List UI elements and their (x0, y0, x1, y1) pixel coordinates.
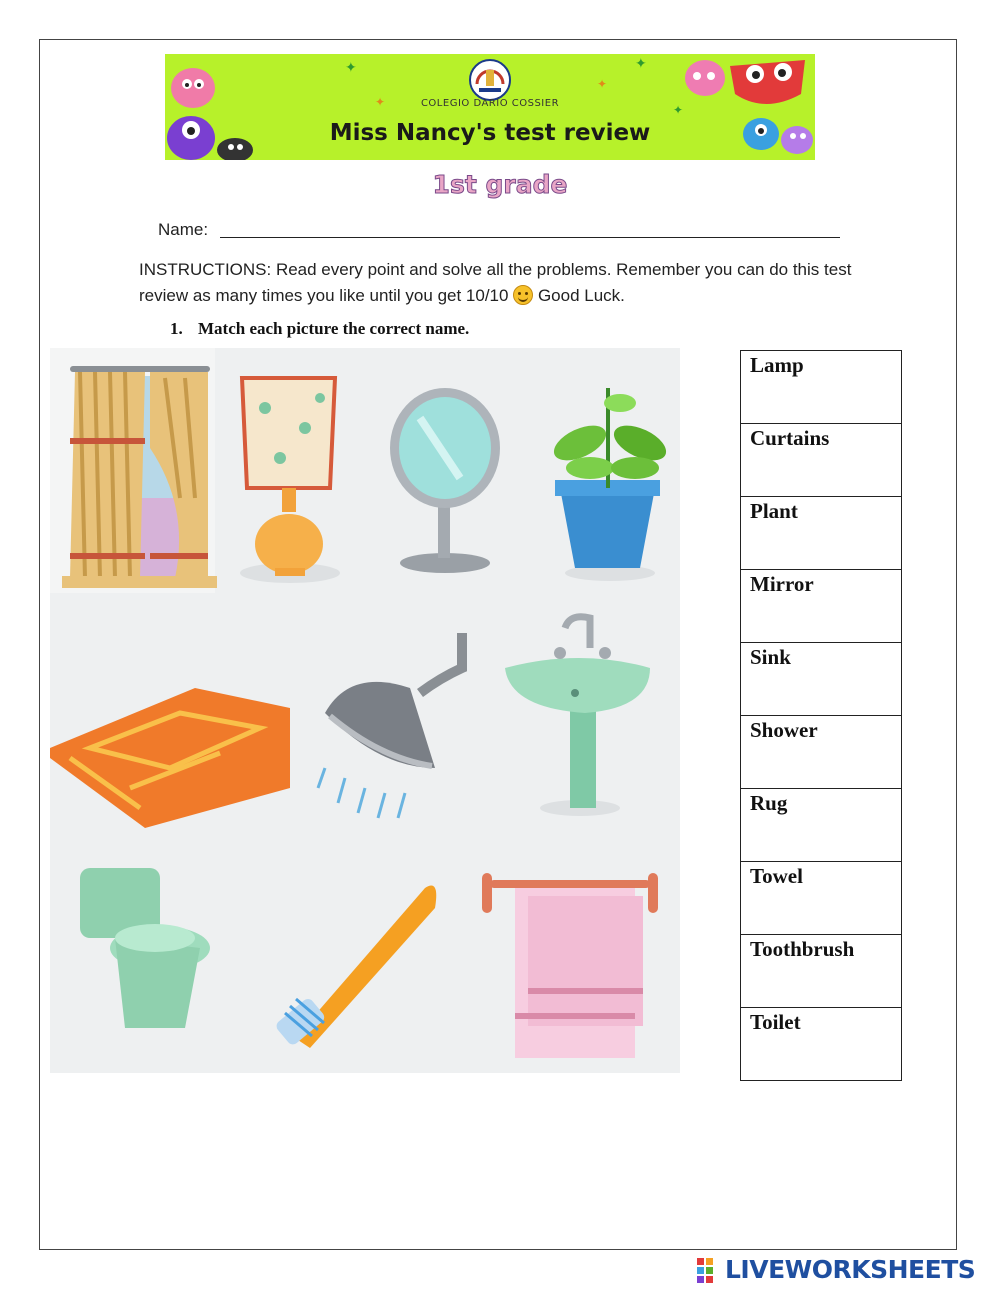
banner-title: Miss Nancy's test review (329, 120, 651, 146)
word-row[interactable] (741, 935, 902, 1008)
question-number: 1. (170, 319, 183, 338)
word-row[interactable] (741, 862, 902, 935)
word-cell[interactable]: Lamp (741, 351, 902, 424)
word-cell[interactable]: Shower (741, 716, 902, 789)
right-monster-pink (685, 60, 725, 96)
mirror-picture[interactable] (390, 388, 500, 573)
plant-picture[interactable] (549, 388, 672, 581)
smiling-face-icon (513, 285, 533, 305)
word-row[interactable] (741, 789, 902, 862)
toothbrush-picture[interactable] (274, 886, 436, 1049)
question-text: Match each picture the correct name. (198, 319, 470, 338)
school-name: COLEGIO DARÍO COSSIER (420, 98, 560, 109)
name-field[interactable] (220, 237, 840, 238)
grade-title: 1st grade (432, 170, 568, 199)
word-cell[interactable]: Mirror (741, 570, 902, 643)
instructions (139, 257, 859, 309)
word-row[interactable] (741, 351, 902, 424)
shower-picture[interactable] (318, 633, 462, 818)
rug-picture[interactable] (50, 688, 290, 828)
svg-text:✦: ✦ (345, 60, 357, 76)
instructions-text: INSTRUCTIONS: Read every point and solve all the problems. Remember you can do this test review as many times you like until you get 10/10 (139, 260, 852, 305)
word-cell[interactable]: Sink (741, 643, 902, 716)
word-cell[interactable]: Curtains (741, 424, 902, 497)
word-cell[interactable]: Toothbrush (741, 935, 902, 1008)
school-emblem-icon (470, 60, 510, 100)
sink-picture[interactable] (505, 617, 650, 816)
instructions-closing: Good Luck. (537, 286, 625, 305)
word-cell[interactable]: Toilet (741, 1008, 902, 1081)
name-label: Name: (158, 220, 209, 239)
curtains-picture[interactable] (50, 348, 217, 593)
brand-name: LIVEWORKSHEETS (725, 1255, 976, 1284)
word-row[interactable] (741, 643, 902, 716)
liveworksheets-logo-icon (697, 1256, 723, 1284)
svg-text:✦: ✦ (597, 77, 608, 91)
word-row[interactable] (741, 570, 902, 643)
word-bank-table (740, 350, 902, 1081)
question-1 (170, 319, 469, 339)
word-row[interactable] (741, 497, 902, 570)
lamp-picture[interactable] (240, 378, 340, 583)
word-cell[interactable]: Towel (741, 862, 902, 935)
toilet-picture[interactable] (80, 868, 210, 1028)
word-row[interactable] (741, 1008, 902, 1081)
word-cell[interactable]: Plant (741, 497, 902, 570)
svg-text:✦: ✦ (673, 103, 684, 117)
picture-panel (50, 348, 680, 1073)
svg-text:✦: ✦ (375, 95, 386, 109)
towel-picture[interactable] (482, 873, 658, 1058)
word-cell[interactable]: Rug (741, 789, 902, 862)
word-row[interactable] (741, 424, 902, 497)
header-banner (165, 54, 815, 160)
word-row[interactable] (741, 716, 902, 789)
svg-text:✦: ✦ (635, 56, 647, 72)
